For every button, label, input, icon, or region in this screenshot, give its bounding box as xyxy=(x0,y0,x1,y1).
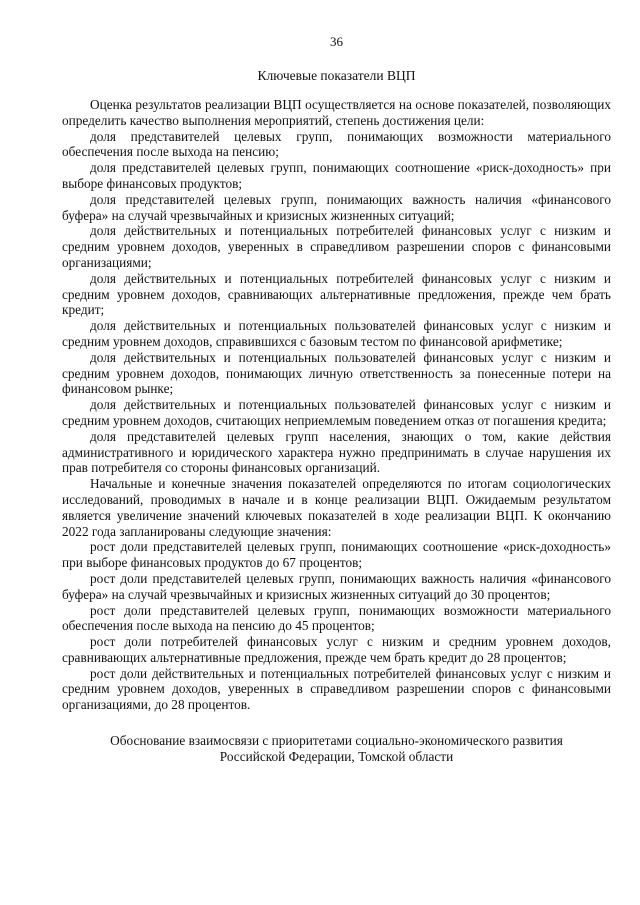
paragraph: рост доли действительных и потенциальных потребителей финансовых услуг с низким и средним уровнем доходов, уверенных в справедливом разрешении споров с финансовыми организациями, до 28 процентов. xyxy=(62,665,611,713)
paragraph: Оценка результатов реализации ВЦП осуществляется на основе показателей, позволяющих определить качество выполнения мероприятий, степень достижения цели: xyxy=(62,97,611,128)
paragraph: доля действительных и потенциальных пользователей финансовых услуг с низким и средним уровнем доходов, считающих неприемлемым поведением отказ от погашения кредита; xyxy=(62,397,611,428)
paragraph: рост доли потребителей финансовых услуг с низким и средним уровнем доходов, сравнивающих альтернативные предложения, прежде чем брать кредит до 28 процентов; xyxy=(62,634,611,665)
paragraph: доля действительных и потенциальных пользователей финансовых услуг с низким и средним уровнем доходов, понимающих личную ответственность за понесенные потери на финансовом рынке; xyxy=(62,349,611,397)
paragraph: доля представителей целевых групп населения, знающих о том, какие действия административного и юридического характера нужно предпринимать в случае нарушения их прав потребителя со стороны финансовых организаций. xyxy=(62,428,611,476)
document-page xyxy=(62,34,611,765)
paragraph: доля действительных и потенциальных пользователей финансовых услуг с низким и средним уровнем доходов, справившихся с базовым тестом по финансовой арифметике; xyxy=(62,318,611,349)
paragraph: доля представителей целевых групп, понимающих важность наличия «финансового буфера» на случай чрезвычайных и кризисных жизненных ситуаций; xyxy=(62,191,611,223)
next-section-heading-line-1: Обоснование взаимосвязи с приоритетами социально-экономического развития xyxy=(110,733,563,749)
next-section-heading xyxy=(62,733,611,765)
body-text xyxy=(62,97,611,713)
paragraph: доля действительных и потенциальных потребителей финансовых услуг с низким и средним уровнем доходов, сравнивающих альтернативные предложения, прежде чем брать кредит; xyxy=(62,270,611,318)
paragraph: доля представителей целевых групп, понимающих возможности материального обеспечения после выхода на пенсию; xyxy=(62,128,611,160)
paragraph: Начальные и конечные значения показателей определяются по итогам социологических исследований, проводимых в начале и в конце реализации ВЦП. Ожидаемым результатом является увеличение значений ключевых показателей в ходе реализации ВЦП. К окончанию 2022 года запланированы следующие значения: xyxy=(62,476,611,539)
section-heading: Ключевые показатели ВЦП xyxy=(257,68,416,83)
next-section-heading-line-2: Российской Федерации, Томской области xyxy=(219,749,454,765)
paragraph: доля представителей целевых групп, понимающих соотношение «риск-доходность» при выборе финансовых продуктов; xyxy=(62,160,611,191)
paragraph: рост доли представителей целевых групп, понимающих возможности материального обеспечения после выхода на пенсию до 45 процентов; xyxy=(62,602,611,634)
paragraph: доля действительных и потенциальных потребителей финансовых услуг с низким и средним уровнем доходов, уверенных в справедливом разрешении споров с финансовыми организациями; xyxy=(62,223,611,270)
paragraph: рост доли представителей целевых групп, понимающих соотношение «риск-доходность» при выборе финансовых продуктов до 67 процентов; xyxy=(62,539,611,571)
page-number: 36 xyxy=(330,34,343,49)
paragraph: рост доли представителей целевых групп, понимающих важность наличия «финансового буфера» на случай чрезвычайных и кризисных жизненных ситуаций до 30 процентов; xyxy=(62,570,611,602)
